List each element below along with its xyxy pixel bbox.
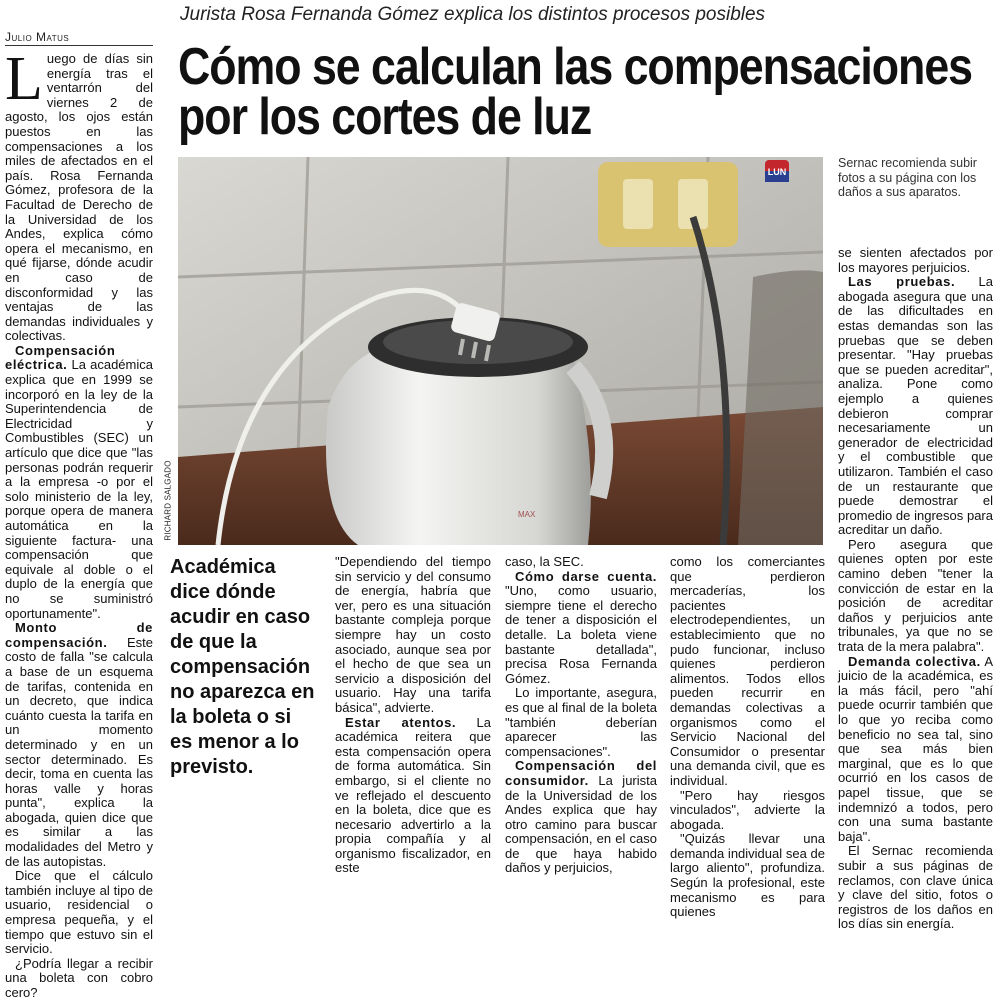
subhead: Compensación eléctrica.: [5, 342, 116, 373]
paragraph: se sienten afectados por los mayores perjuicios.: [838, 245, 993, 275]
right-column: [838, 246, 993, 932]
paragraph: [838, 275, 993, 538]
paragraph: Lo importante, asegura, es que al final de la boleta "también deberían aparecer las compensaciones".: [505, 685, 657, 759]
column-a: [335, 555, 491, 876]
headline-line-1: Cómo se calculan las compensaciones: [178, 38, 973, 96]
paragraph: "Pero hay riesgos vinculados", advierte la abogada.: [670, 787, 825, 832]
subhead: Demanda colectiva.: [848, 653, 981, 669]
paragraph-text: La académica reitera que esta compensación opera de forma automática. Sin embargo, si el cliente no ve reflejado el descuento en la boleta, dice que es necesario advertirlo a la propia compañía y al organismo fiscalizador, en este: [335, 714, 492, 876]
paragraph: [5, 344, 153, 621]
subhead: Las pruebas.: [848, 274, 956, 290]
paragraph: "Quizás llevar una demanda individual sea de largo aliento", profundiza. Según la profesional, este mecanismo es para quienes: [670, 831, 825, 920]
headline: [178, 38, 973, 146]
lead-text: uego de días sin energía tras el ventarrón del viernes 2 de agosto, los ojos están puestos en las compensaciones a los miles de afectados en el país. Rosa Fernanda Gómez, profesora de la Facultad de Derecho de la Universidad de los Andes, explica cómo opera el mecanismo, en qué fijarse, dónde acudir en caso de disconformidad y las ventajas de las demandas individuales y colectivas.: [5, 51, 153, 344]
paragraph: El Sernac recomienda subir a sus páginas de reclamos, con clave única y clave del sitio, fotos o registros de los daños en los días sin energía.: [838, 843, 993, 932]
paragraph: [505, 759, 657, 876]
article-photo: [178, 157, 823, 545]
paragraph: "Dependiendo del tiempo sin servicio y del consumo de energía, habría que ver, pero es una situación bastante compleja porque siempre hay un costo asociado, aunque sea por el hecho de que sea un servicio a disposición del usuario. Hay una tarifa básica", advierte.: [335, 554, 491, 715]
kettle-photo-illustration: [178, 157, 823, 545]
paragraph-text: A juicio de la académica, es la más fácil, pero "ahí puede ocurrir también que lo que yo reciba como beneficio no sea tal, sino que sea más bien marginal, que es lo que ocurrió en los casos de papel tissue, que se indemnizó a todos, pero con una suma bastante baja".: [838, 653, 993, 844]
lead-paragraph: [5, 45, 153, 344]
drop-cap: L: [5, 45, 43, 113]
paragraph: Dice que el cálculo también incluye al tipo de usuario, residencial o empresa pequeña, y el tiempo que estuvo sin el servicio.: [5, 868, 153, 957]
headline-line-2: por los cortes de luz: [178, 88, 592, 146]
kicker: Jurista Rosa Fernanda Gómez explica los distintos procesos posibles: [180, 4, 766, 25]
photo-credit: [162, 462, 172, 542]
paragraph: [335, 716, 491, 877]
paragraph: [5, 621, 153, 869]
photo-caption: Sernac recomienda subir fotos a su página con los daños a sus aparatos.: [838, 156, 977, 199]
pull-quote: Académica dice dónde acudir en caso de que la compensación no aparezca en la boleta o si es menor a lo previsto.: [170, 556, 315, 778]
subhead: Estar atentos.: [345, 714, 457, 730]
kettle-text: MAX: [518, 510, 536, 519]
paragraph-text: La académica explica que en 1999 se incorporó en la ley de la Superintendencia de Electricidad y Combustibles (SEC) un artículo que dice que "las personas podrán requerir a la empresa -o por el solo ministerio de la ley, porque opera de manera automática en la siguiente factura- una compensación que equivale al doble o el duplo de la energía que no se suministró oportunamente".: [5, 357, 153, 621]
subhead: Cómo darse cuenta.: [515, 568, 657, 584]
paragraph-text: La abogada asegura que una de las dificultades en estas demandas son las pruebas que se deben presentar. "Hay pruebas que se pueden acreditar", analiza. Pone como ejemplo a quienes debieron comprar necesariamente un generador de electricidad y el combustible que utilizaron. También el caso de un restaurante que puede demostrar el promedio de ingresos para acreditar un daño.: [838, 274, 993, 538]
paragraph: [505, 570, 657, 687]
paragraph: [838, 655, 993, 845]
subhead: Monto de compensación.: [5, 620, 153, 650]
lun-logo: LUN: [767, 167, 787, 177]
paragraph: caso, la SEC.: [505, 554, 584, 569]
paragraph: Pero asegura que quienes opten por este camino deben "tener la convicción de estar en la posición de acreditar daños y perjuicios ante tribunales, ya que no se trata de la mera palabra".: [838, 536, 993, 655]
byline: Julio Matus: [5, 30, 153, 46]
left-column: [5, 45, 153, 1001]
paragraph: como los comerciantes que perdieron mercaderías, los pacientes electrodependientes, un establecimiento que no pudo funcionar, incluso quienes perdieron alimentos. Todos ellos pueden recurrir en demandas colectivas a organismos como el Servicio Nacional del Consumidor o presentar una demanda civil, que es individual.: [670, 554, 825, 788]
column-b: [505, 555, 657, 876]
paragraph-text: La jurista de la Universidad de los Andes explica que hay otro camino para buscar compensación, en el caso de que haya habido daños y perjuicios,: [505, 772, 657, 876]
column-c: [670, 555, 825, 920]
paragraph: ¿Podría llegar a recibir una boleta con cobro cero?: [5, 955, 153, 1000]
paragraph-text: "Uno, como usuario, siempre tiene el derecho de tener a disposición el detalle. La boleta viene bastante detallada", precisa Rosa Fernanda Gómez.: [505, 583, 657, 686]
subhead: Compensación del consumidor.: [505, 758, 657, 788]
photo-credit-text: RICHARD SALGADO: [163, 460, 173, 541]
paragraph-text: Este costo de falla "se calcula a base de un esquema de tarifas, contenida en un decreto, que indica cuánto cuesta la tarifa en un momento determinado y en un sector determinado. Es decir, toma en cuenta las horas valle y horas punta", explica la abogada, quien dice que es similar a las modalidades del Metro y de las autopistas.: [5, 634, 153, 869]
